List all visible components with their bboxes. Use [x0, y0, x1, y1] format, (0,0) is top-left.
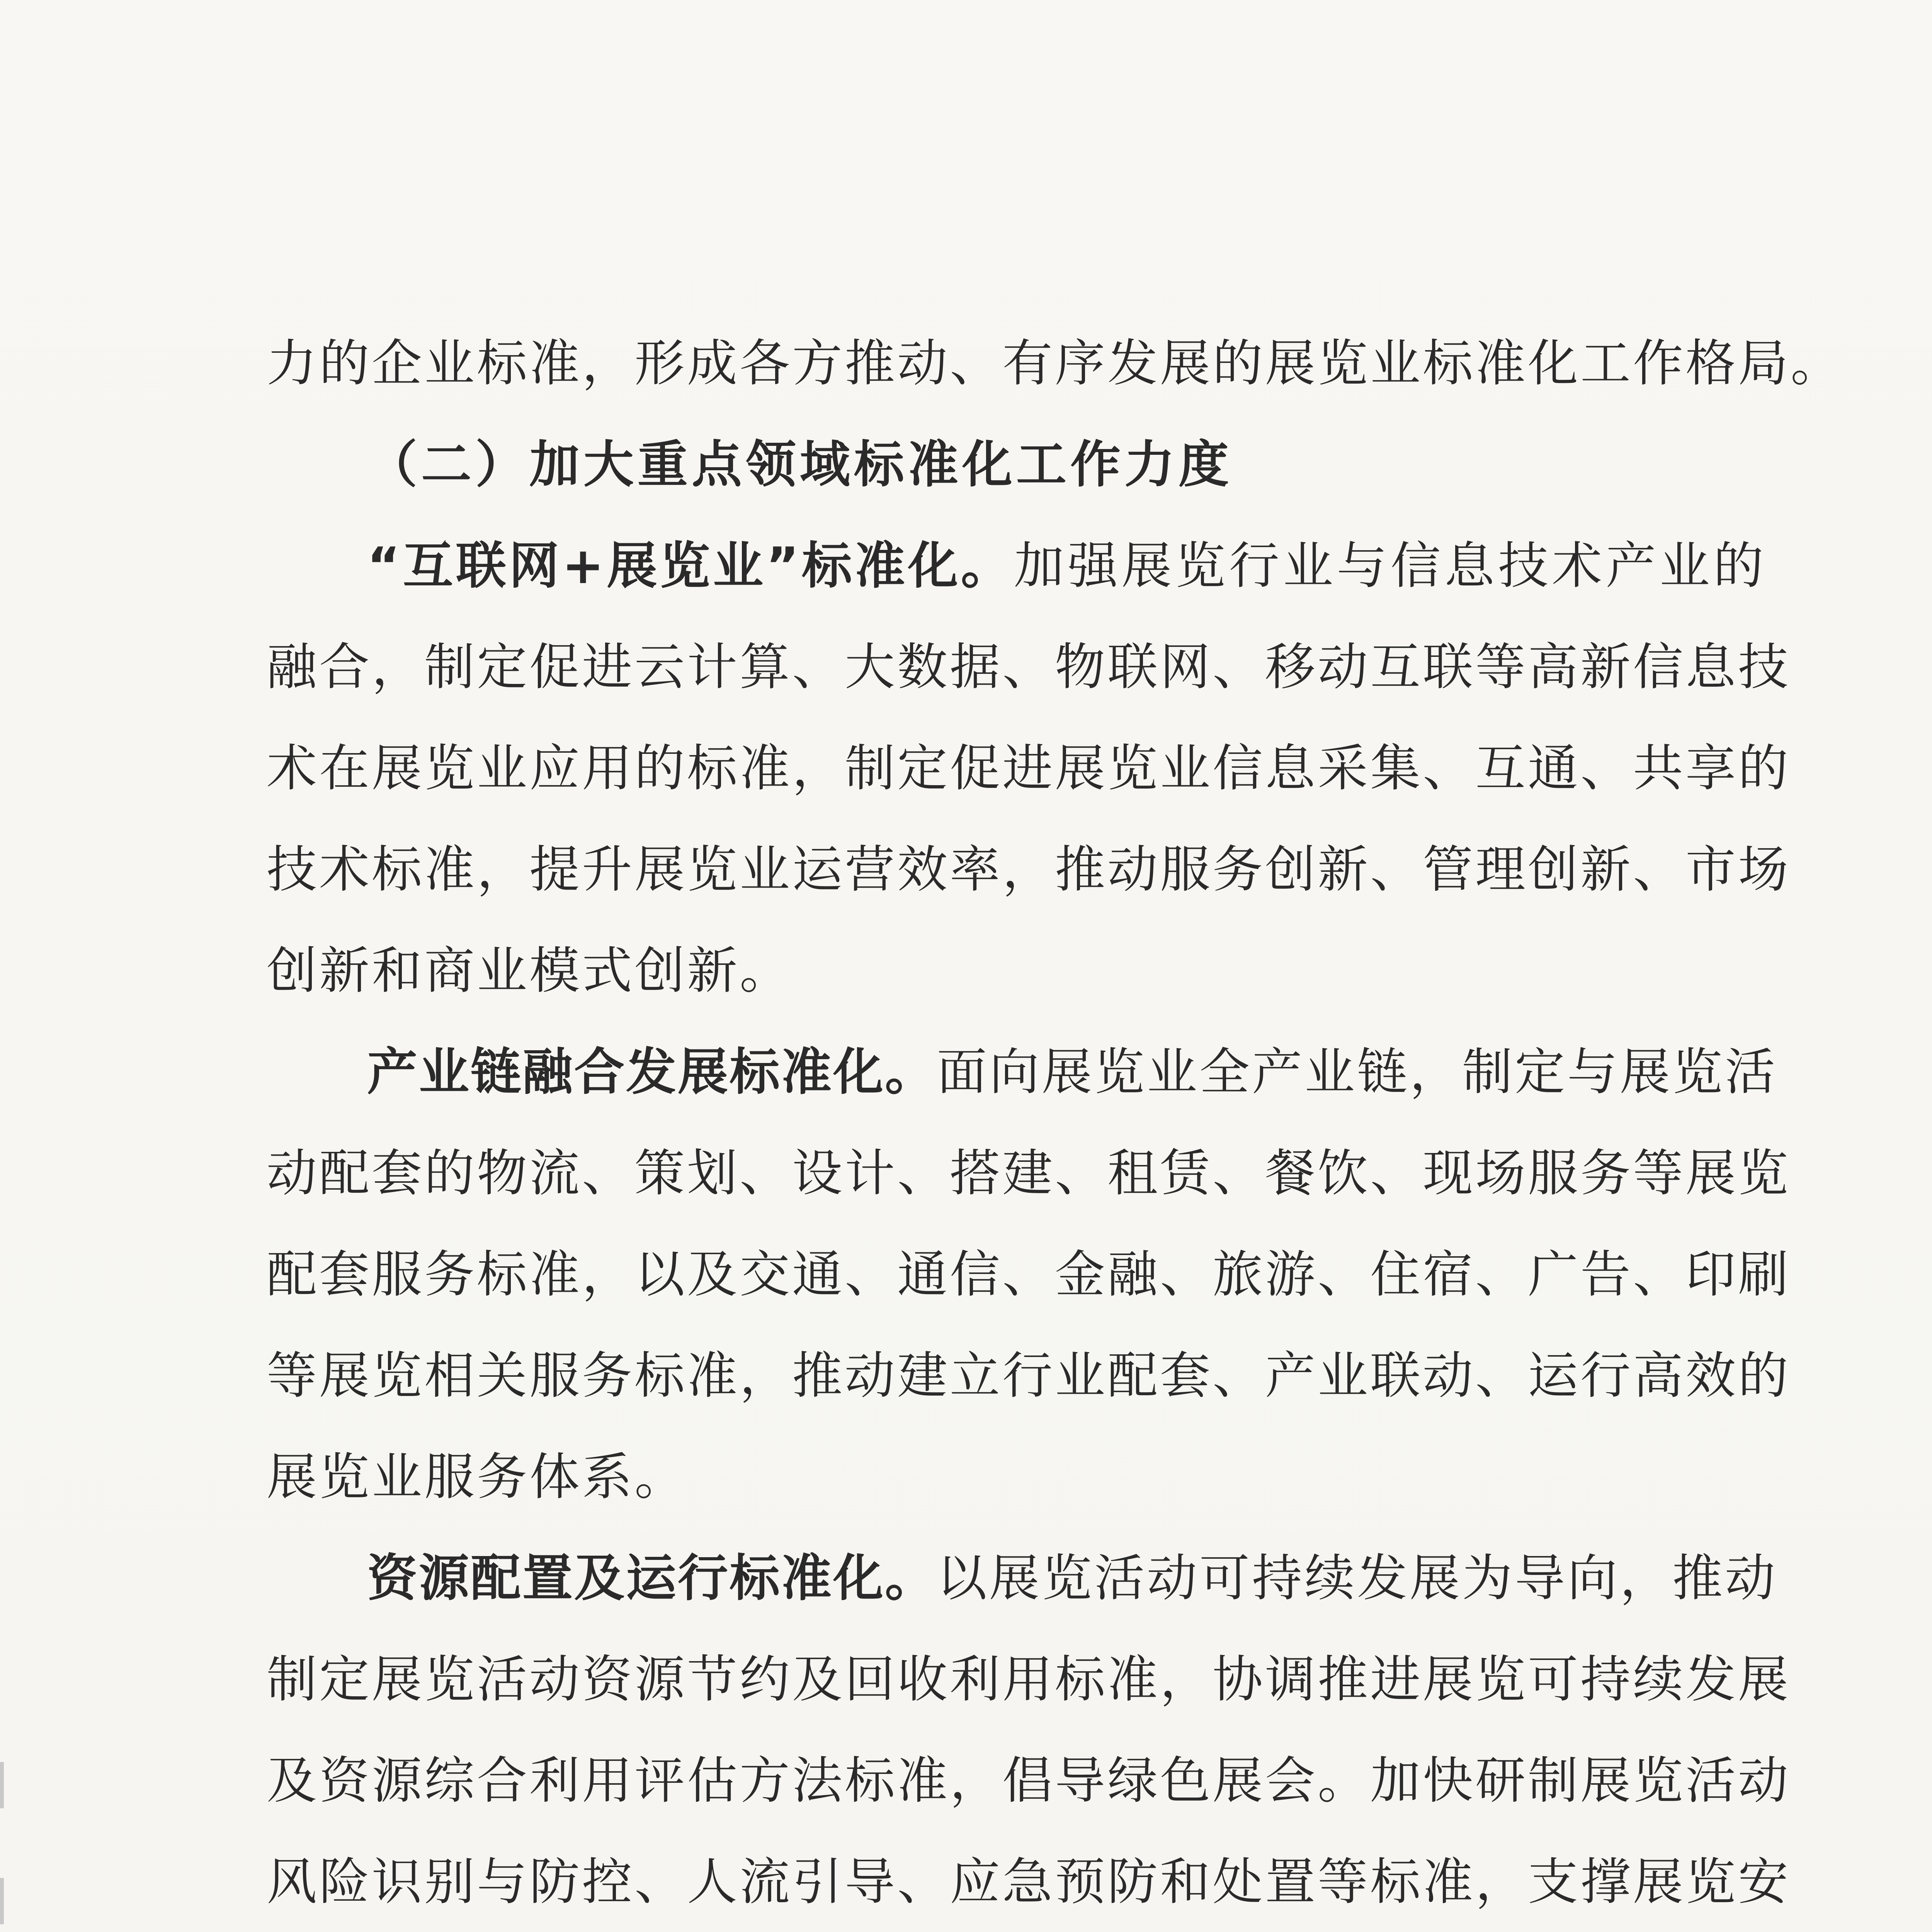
text-segment: 展览业服务体系。: [267, 1447, 687, 1506]
text-segment: 以展览活动可持续发展为导向，推动: [937, 1549, 1778, 1607]
text-line: [267, 1633, 1791, 1726]
section-heading-text: （二）加大重点领域标准化工作力度: [367, 435, 1233, 494]
text-line: [267, 1734, 1791, 1827]
text-segment: 动配套的物流、策划、设计、搭建、租赁、餐饮、现场服务等展览: [267, 1144, 1791, 1202]
text-line: [267, 1430, 1766, 1523]
text-line: [267, 1228, 1791, 1321]
text-segment: 术在展览业应用的标准，制定促进展览业信息采集、互通、共享的: [267, 739, 1791, 798]
scan-edge-mark: [0, 1762, 4, 1808]
text-segment: 制定展览活动资源节约及回收利用标准，协调推进展览可持续发展: [267, 1650, 1791, 1709]
text-line: [267, 1127, 1791, 1219]
text-segment: 技术标准，提升展览业运营效率，推动服务创新、管理创新、市场: [267, 840, 1791, 899]
text-line: [267, 924, 1766, 1017]
paragraph-lead-title: 产业链融合发展标准化。: [367, 1043, 937, 1101]
text-segment: 配套服务标准，以及交通、通信、金融、旅游、住宿、广告、印刷: [267, 1245, 1791, 1304]
paragraph-lead-title: 资源配置及运行标准化。: [367, 1549, 937, 1607]
text-segment: 力的企业标准，形成各方推动、有序发展的展览业标准化工作格局。: [267, 334, 1844, 393]
text-segment: 创新和商业模式创新。: [267, 941, 793, 1000]
text-line: [267, 317, 1844, 410]
text-segment: 加强展览行业与信息技术产业的: [1014, 536, 1766, 595]
text-segment: 面向展览业全产业链，制定与展览活: [937, 1043, 1778, 1101]
paragraph-first-line: [367, 1532, 1778, 1624]
text-segment: 等展览相关服务标准，推动建立行业配套、产业联动、运行高效的: [267, 1346, 1791, 1405]
paragraph-lead-title: “互联网+展览业”标准化。: [367, 536, 1014, 595]
text-line: [267, 1835, 1791, 1928]
text-line: [267, 621, 1791, 713]
paragraph-first-line: [367, 1026, 1778, 1118]
text-line: [267, 823, 1791, 916]
text-line: [267, 1329, 1791, 1422]
text-segment: 风险识别与防控、人流引导、应急预防和处置等标准，支撑展览安: [267, 1852, 1791, 1911]
section-heading: [367, 418, 1766, 511]
paragraph-first-line: [367, 519, 1766, 612]
text-line: [267, 722, 1791, 815]
text-segment: 及资源综合利用评估方法标准，倡导绿色展会。加快研制展览活动: [267, 1751, 1791, 1810]
text-segment: 融合，制定促进云计算、大数据、物联网、移动互联等高新信息技: [267, 638, 1791, 696]
scan-edge-mark: [0, 1878, 4, 1924]
